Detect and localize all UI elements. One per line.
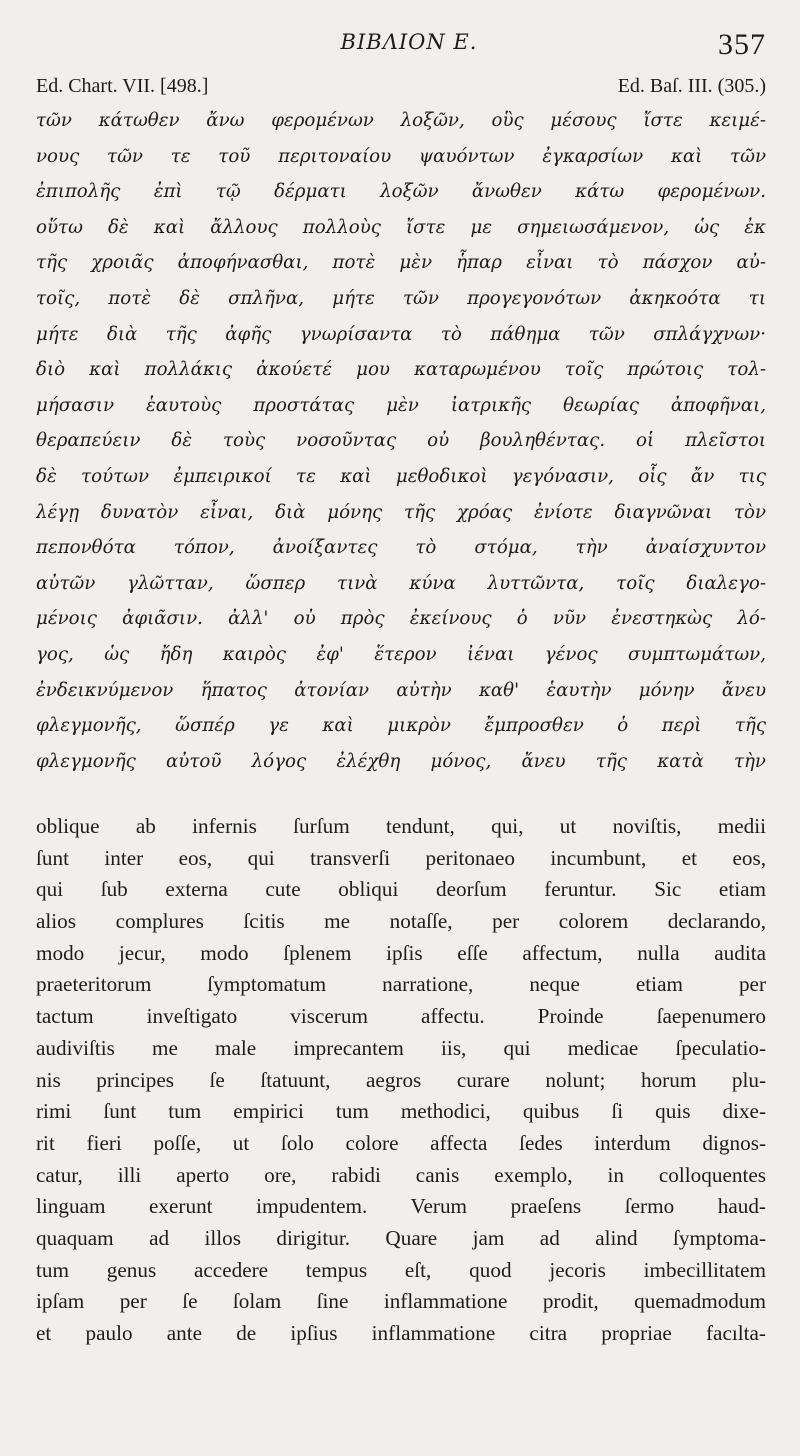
greek-text-line: μήτε διὰ τῆς ἀφῆς γνωρίσαντα τὸ πάθημα τῶν σπλάγχνων· [36,323,766,345]
latin-text-line: qui ſub externa cute obliqui deorſum feruntur. Sic etiam [36,877,766,902]
greek-text-line: φλεγμονῆς αὐτοῦ λόγος ἐλέχθη μόνος, ἄνευ τῆς κατὰ τὴν [36,750,766,772]
latin-text-line: rit fieri poſſe, ut ſolo colore affecta ſedes interdum dignos- [36,1130,766,1155]
edition-reference-chartier: Ed. Chart. VII. [498.] [36,75,209,97]
edition-reference-basel: Ed. Baſ. III. (305.) [617,75,766,97]
running-title: ΒΙΒΛΙΟΝ Ε. [340,30,478,54]
latin-text-line: quaquam ad illos dirigitur. Quare jam ad alind ſymptoma- [36,1225,766,1250]
greek-text-line: οὕτω δὲ καὶ ἄλλους πολλοὺς ἴστε με σημειωσάμενον, ὡς ἐκ [36,216,766,238]
latin-text-line: ſunt inter eos, qui transverſi peritonaeo incumbunt, et eos, [36,845,766,870]
greek-text-line: αὐτῶν γλῶτταν, ὥσπερ τινὰ κύνα λυττῶντα, τοῖς διαλεγο- [36,572,766,594]
greek-text-line: νους τῶν τε τοῦ περιτοναίου ψαυόντων ἐγκαρσίων καὶ τῶν [36,145,766,167]
greek-text-line: τῆς χροιᾶς ἀποφήνασθαι, ποτὲ μὲν ἧπαρ εἶναι τὸ πάσχον αὐ- [36,252,766,274]
latin-text-line: praeteritorum ſymptomatum narratione, neque etiam per [36,972,766,997]
latin-text-line: catur, illi aperto ore, rabidi canis exemplo, in colloquentes [36,1162,766,1187]
page-number: 357 [718,28,766,61]
greek-text-line: διὸ καὶ πολλάκις ἀκούετέ μου καταρωμένου τοῖς πρώτοις τολ- [36,359,766,381]
greek-text-line: ἐνδεικνύμενον ἥπατος ἀτονίαν αὐτὴν καθ' ἑαυτὴν μόνην ἄνευ [36,679,766,701]
latin-text-line: ipſam per ſe ſolam ſine inflammatione prodit, quemadmodum [36,1289,766,1314]
greek-text-line: θεραπεύειν δὲ τοὺς νοσοῦντας οὐ βουληθέντας. οἱ πλεῖστοι [36,430,766,452]
greek-text-line: μήσασιν ἑαυτοὺς προστάτας μὲν ἰατρικῆς θεωρίας ἀποφῆναι, [36,394,766,416]
latin-text-line: modo jecur, modo ſplenem ipſis eſſe affectum, nulla audita [36,940,766,965]
latin-text-block [36,811,766,1350]
greek-text-line: λέγῃ δυνατὸν εἶναι, διὰ μόνης τῆς χρόας ἐνίοτε διαγνῶναι τὸν [36,501,766,523]
greek-text-block [36,103,766,779]
greek-text-line: τοῖς, ποτὲ δὲ σπλῆνα, μήτε τῶν προγεγονότων ἀκηκοότα τι [36,287,766,309]
greek-text-line: πεπονθότα τόπον, ἀνοίξαντες τὸ στόμα, τὴν ἀναίσχυντον [36,537,766,559]
latin-text-line: nis principes ſe ſtatuunt, aegros curare nolunt; horum plu- [36,1067,766,1092]
latin-text-line: oblique ab infernis ſurſum tendunt, qui, ut noviſtis, medii [36,814,766,838]
latin-text-line: linguam exerunt impudentem. Verum praeſens ſermo haud- [36,1194,766,1219]
latin-text-line: alios complures ſcitis me notaſſe, per colorem declarando, [36,909,766,934]
greek-text-line: τῶν κάτωθεν ἄνω φερομένων λοξῶν, οὓς μέσους ἴστε κειμέ- [36,110,766,131]
greek-text-line: δὲ τούτων ἐμπειρικοί τε καὶ μεθοδικοὶ γεγόνασιν, οἷς ἄν τις [36,465,766,487]
latin-text-line: audiviſtis me male imprecantem iis, qui medicae ſpeculatio- [36,1035,766,1060]
latin-text-line: et paulo ante de ipſius inflammatione citra propriae facılta- [36,1321,766,1345]
latin-text-line: tum genus accedere tempus eſt, quod jecoris imbecillitatem [36,1257,766,1282]
greek-text-line: φλεγμονῆς, ὥσπέρ γε καὶ μικρὸν ἔμπροσθεν ὁ περὶ τῆς [36,715,766,737]
greek-text-line: ἐπιπολῆς ἐπὶ τῷ δέρματι λοξῶν ἄνωθεν κάτω φερομένων. [36,181,766,203]
latin-text-line: tactum inveſtigato viscerum affectu. Proinde ſaepenumero [36,1004,766,1029]
greek-text-line: μένοις ἀφιᾶσιν. ἀλλ' οὐ πρὸς ἐκείνους ὁ νῦν ἐνεστηκὼς λό- [36,608,766,630]
latin-text-line: rimi ſunt tum empirici tum methodici, quibus ſi quis dixe- [36,1099,766,1124]
greek-text-line: γος, ὡς ἤδη καιρὸς ἐφ' ἕτερον ἰέναι γένος συμπτωμάτων, [36,643,766,665]
